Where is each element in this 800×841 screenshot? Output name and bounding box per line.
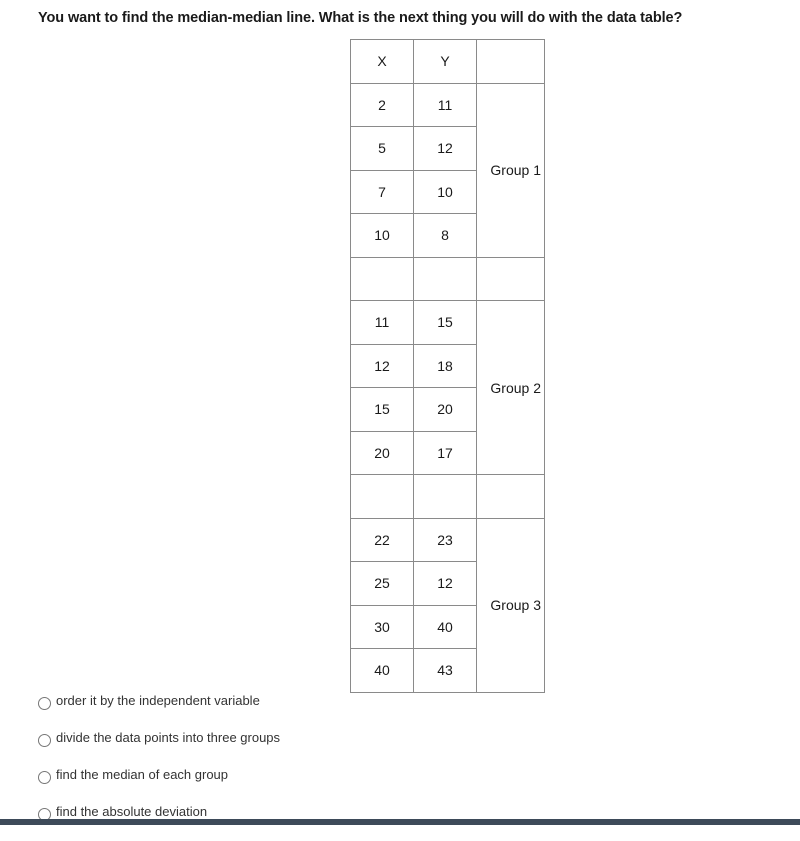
y-cell: 11 bbox=[414, 83, 477, 127]
empty-cell bbox=[414, 475, 477, 519]
y-cell: 15 bbox=[414, 301, 477, 345]
empty-cell bbox=[351, 475, 414, 519]
x-cell: 2 bbox=[351, 83, 414, 127]
header-x: X bbox=[351, 40, 414, 84]
option-label: find the median of each group bbox=[56, 767, 229, 782]
header-y: Y bbox=[414, 40, 477, 84]
x-cell: 5 bbox=[351, 127, 414, 171]
radio-button[interactable] bbox=[38, 734, 51, 747]
option-label: find the absolute deviation bbox=[56, 804, 208, 819]
x-cell: 40 bbox=[351, 649, 414, 693]
table-row bbox=[351, 518, 545, 562]
table-row bbox=[351, 301, 545, 345]
x-cell: 22 bbox=[351, 518, 414, 562]
x-cell: 11 bbox=[351, 301, 414, 345]
bottom-bar bbox=[0, 819, 800, 825]
group-label-cell bbox=[477, 518, 545, 692]
group-label: Group 2 bbox=[490, 379, 541, 396]
y-cell: 12 bbox=[414, 127, 477, 171]
y-cell: 8 bbox=[414, 214, 477, 258]
x-cell: 7 bbox=[351, 170, 414, 214]
data-table bbox=[350, 39, 545, 693]
y-cell: 18 bbox=[414, 344, 477, 388]
y-cell: 40 bbox=[414, 605, 477, 649]
y-cell: 10 bbox=[414, 170, 477, 214]
table-row bbox=[351, 83, 545, 127]
answer-option-1[interactable] bbox=[38, 693, 280, 730]
y-cell: 23 bbox=[414, 518, 477, 562]
group-label-cell bbox=[477, 301, 545, 475]
x-cell: 30 bbox=[351, 605, 414, 649]
empty-cell bbox=[414, 257, 477, 301]
spacer-row bbox=[351, 257, 545, 301]
x-cell: 15 bbox=[351, 388, 414, 432]
answer-option-3[interactable] bbox=[38, 767, 280, 804]
radio-button[interactable] bbox=[38, 697, 51, 710]
y-cell: 17 bbox=[414, 431, 477, 475]
group-label: Group 3 bbox=[490, 597, 541, 613]
header-group bbox=[477, 40, 545, 84]
empty-cell bbox=[351, 257, 414, 301]
table-header-row bbox=[351, 40, 545, 84]
option-label: divide the data points into three groups bbox=[56, 730, 281, 745]
y-cell: 43 bbox=[414, 649, 477, 693]
group-label-cell bbox=[477, 83, 545, 257]
empty-cell bbox=[477, 475, 545, 519]
option-label: order it by the independent variable bbox=[56, 693, 260, 708]
x-cell: 25 bbox=[351, 562, 414, 606]
radio-button[interactable] bbox=[38, 771, 51, 784]
answer-option-2[interactable] bbox=[38, 730, 280, 767]
x-cell: 20 bbox=[351, 431, 414, 475]
spacer-row bbox=[351, 475, 545, 519]
x-cell: 12 bbox=[351, 344, 414, 388]
x-cell: 10 bbox=[351, 214, 414, 258]
y-cell: 12 bbox=[414, 562, 477, 606]
empty-cell bbox=[477, 257, 545, 301]
question-text: You want to find the median-median line. What is the next thing you will do with the data table? bbox=[38, 10, 683, 26]
y-cell: 20 bbox=[414, 388, 477, 432]
group-label: Group 1 bbox=[490, 162, 541, 178]
